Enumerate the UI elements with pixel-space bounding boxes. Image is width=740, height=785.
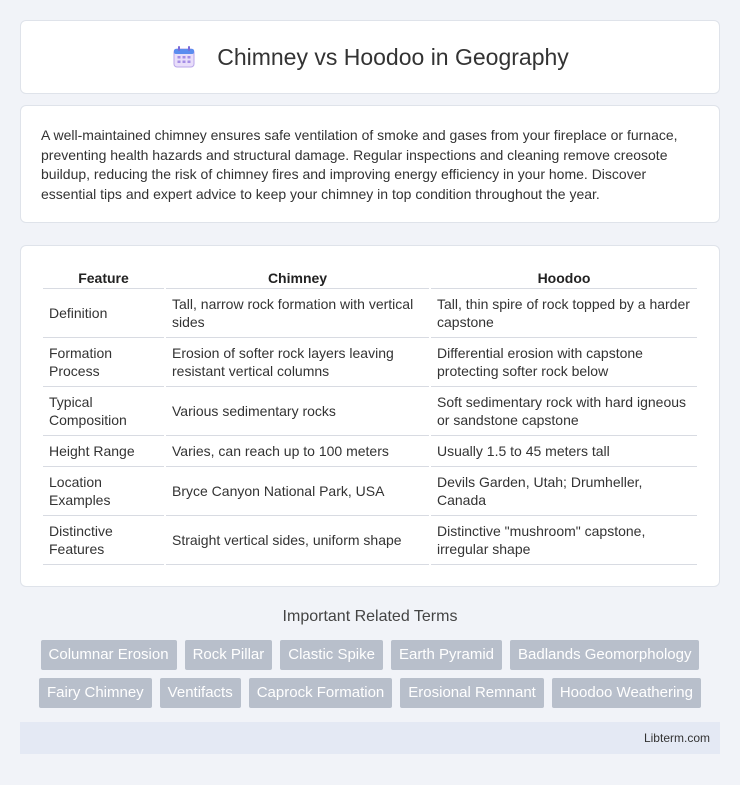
cell-feature: Formation Process — [43, 338, 164, 387]
cell-hoodoo: Usually 1.5 to 45 meters tall — [431, 436, 697, 467]
cell-feature: Definition — [43, 289, 164, 338]
related-term-tag[interactable]: Erosional Remnant — [400, 678, 544, 708]
cell-chimney: Tall, narrow rock formation with vertical sides — [166, 289, 429, 338]
table-row — [43, 289, 697, 338]
page-title: Chimney vs Hoodoo in Geography — [217, 43, 569, 70]
related-term-tag[interactable]: Ventifacts — [160, 678, 241, 708]
intro-card — [20, 105, 720, 223]
related-term-tag[interactable]: Columnar Erosion — [41, 640, 177, 670]
cell-chimney: Varies, can reach up to 100 meters — [166, 436, 429, 467]
footer — [20, 722, 720, 754]
related-term-tag[interactable]: Rock Pillar — [185, 640, 273, 670]
header-card — [20, 20, 720, 94]
calendar-icon — [171, 44, 197, 70]
cell-chimney: Bryce Canyon National Park, USA — [166, 467, 429, 516]
related-terms-list — [20, 640, 720, 708]
cell-feature: Distinctive Features — [43, 516, 164, 565]
cell-chimney: Erosion of softer rock layers leaving resistant vertical columns — [166, 338, 429, 387]
table-row — [43, 387, 697, 436]
table-row — [43, 436, 697, 467]
cell-feature: Location Examples — [43, 467, 164, 516]
cell-hoodoo: Tall, thin spire of rock topped by a harder capstone — [431, 289, 697, 338]
cell-hoodoo: Devils Garden, Utah; Drumheller, Canada — [431, 467, 697, 516]
table-row — [43, 467, 697, 516]
cell-chimney: Various sedimentary rocks — [166, 387, 429, 436]
table-row — [43, 338, 697, 387]
header-feature: Feature — [43, 266, 164, 289]
comparison-table — [41, 266, 699, 565]
cell-feature: Typical Composition — [43, 387, 164, 436]
footer-site-link[interactable]: Libterm.com — [643, 731, 710, 745]
title-wrap — [171, 44, 569, 71]
related-term-tag[interactable]: Hoodoo Weathering — [552, 678, 701, 708]
table-header-row — [43, 266, 697, 289]
cell-hoodoo: Distinctive "mushroom" capstone, irregular shape — [431, 516, 697, 565]
header-chimney: Chimney — [166, 266, 429, 289]
cell-feature: Height Range — [43, 436, 164, 467]
header-hoodoo: Hoodoo — [431, 266, 697, 289]
cell-chimney: Straight vertical sides, uniform shape — [166, 516, 429, 565]
intro-text: A well-maintained chimney ensures safe ventilation of smoke and gases from your fireplace or furnace, preventing health hazards and structural damage. Regular inspections and cleaning remove creosote buildup, reducing the risk of chimney fires and improving energy efficiency in your home. Discover essential tips and expert advice to keep your chimney in top condition throughout the year. — [41, 127, 678, 202]
cell-hoodoo: Soft sedimentary rock with hard igneous or sandstone capstone — [431, 387, 697, 436]
related-term-tag[interactable]: Badlands Geomorphology — [510, 640, 699, 670]
related-terms-title: Important Related Terms — [282, 608, 458, 625]
related-term-tag[interactable]: Earth Pyramid — [391, 640, 502, 670]
related-term-tag[interactable]: Clastic Spike — [280, 640, 383, 670]
cell-hoodoo: Differential erosion with capstone protecting softer rock below — [431, 338, 697, 387]
comparison-card — [20, 245, 720, 587]
related-term-tag[interactable]: Fairy Chimney — [39, 678, 152, 708]
related-term-tag[interactable]: Caprock Formation — [249, 678, 393, 708]
table-row — [43, 516, 697, 565]
